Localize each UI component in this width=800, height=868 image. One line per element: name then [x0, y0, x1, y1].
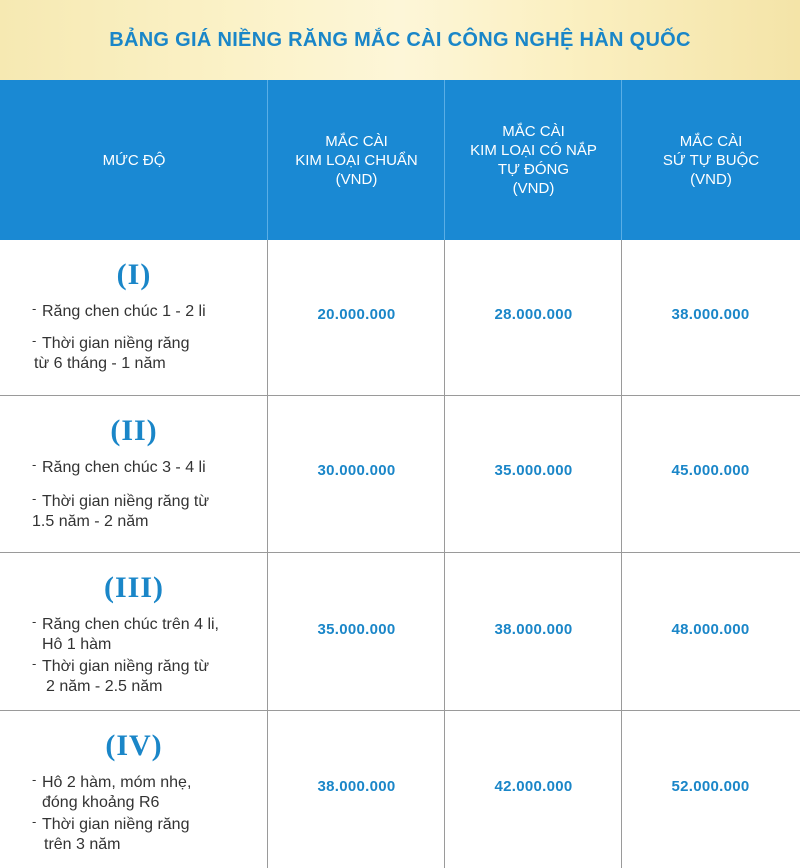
header-level-label: MỨC ĐỘ: [102, 151, 166, 169]
dash-bullet-icon: -: [32, 772, 37, 787]
description-line: từ 6 tháng - 1 năm: [34, 355, 166, 372]
list-item: [32, 657, 262, 697]
price-standard-metal: 38.000.000: [317, 778, 396, 795]
level-label: (IV): [105, 729, 163, 762]
level-label: (III): [103, 571, 164, 604]
header-col2-line: (VND): [512, 180, 555, 197]
price-ceramic: 45.000.000: [671, 462, 750, 479]
list-item: [32, 615, 262, 655]
header-level: [0, 80, 268, 240]
list-item: [32, 815, 262, 855]
description-line: Răng chen chúc 3 - 4 li: [42, 459, 206, 476]
description-line: Thời gian niềng răng từ: [42, 493, 210, 510]
header-col1-line: KIM LOẠI CHUẨN: [295, 151, 418, 169]
row-description: [32, 615, 262, 697]
header-col2-line: MẮC CÀI: [502, 123, 565, 140]
table-row: [0, 711, 800, 868]
header-col2: [445, 80, 622, 240]
description-line: Răng chen chúc trên 4 li,: [42, 616, 219, 633]
price-self-ligating-metal: 38.000.000: [494, 621, 573, 638]
table-header: [0, 80, 800, 240]
row-description: [32, 773, 262, 855]
price-standard-metal: 30.000.000: [317, 462, 396, 479]
title-banner: [0, 0, 800, 80]
header-divider: [621, 80, 622, 240]
description-line: Thời gian niềng răng: [42, 816, 190, 833]
header-col3-line: SỨ TỰ BUỘC: [662, 151, 760, 169]
description-line: Răng chen chúc 1 - 2 li: [42, 303, 206, 320]
price-ceramic: 38.000.000: [671, 306, 750, 323]
description-line: đóng khoảng R6: [42, 794, 160, 811]
price-self-ligating-metal: 35.000.000: [494, 462, 573, 479]
description-line: Thời gian niềng răng từ: [42, 658, 210, 675]
price-standard-metal: 35.000.000: [317, 621, 396, 638]
level-label: (I): [116, 258, 152, 291]
header-col3-line: (VND): [690, 170, 732, 188]
description-line: 2 năm - 2.5 năm: [46, 678, 163, 695]
table-row: [0, 240, 800, 395]
dash-bullet-icon: -: [32, 333, 37, 348]
list-item: [32, 302, 262, 322]
list-item: [32, 334, 262, 374]
price-self-ligating-metal: 28.000.000: [494, 306, 573, 323]
header-col1-line: (VND): [335, 170, 378, 188]
row-description: [32, 302, 262, 374]
header-col1-line: MẮC CÀI: [325, 132, 388, 150]
header-col2-line: KIM LOẠI CÓ NẮP: [470, 142, 597, 159]
list-item: [32, 458, 262, 478]
description-line: Hô 2 hàm, móm nhẹ,: [42, 774, 192, 791]
description-line: Hô 1 hàm: [42, 636, 112, 653]
dash-bullet-icon: -: [32, 656, 37, 671]
header-col2-line: TỰ ĐÓNG: [497, 161, 570, 178]
dash-bullet-icon: -: [32, 491, 37, 506]
header-divider: [267, 80, 268, 240]
description-line: 1.5 năm - 2 năm: [32, 513, 149, 530]
dash-bullet-icon: -: [32, 457, 37, 472]
list-item: [32, 492, 262, 532]
header-divider: [444, 80, 445, 240]
price-ceramic: 48.000.000: [671, 621, 750, 638]
row-description: [32, 458, 262, 532]
table-row: [0, 553, 800, 710]
header-col1: [268, 80, 445, 240]
description-line: trên 3 năm: [44, 836, 121, 853]
dash-bullet-icon: -: [32, 614, 37, 629]
table-row: [0, 396, 800, 552]
dash-bullet-icon: -: [32, 814, 37, 829]
price-self-ligating-metal: 42.000.000: [494, 778, 573, 795]
price-standard-metal: 20.000.000: [317, 306, 396, 323]
page-title: BẢNG GIÁ NIỀNG RĂNG MẮC CÀI CÔNG NGHỆ HÀN QUỐC: [109, 28, 691, 51]
header-col3: [622, 80, 800, 240]
header-col3-line: MẮC CÀI: [679, 132, 743, 150]
price-ceramic: 52.000.000: [671, 778, 750, 795]
dash-bullet-icon: -: [32, 301, 37, 316]
description-line: Thời gian niềng răng: [42, 335, 190, 352]
level-label: (II): [110, 414, 158, 447]
list-item: [32, 773, 262, 813]
